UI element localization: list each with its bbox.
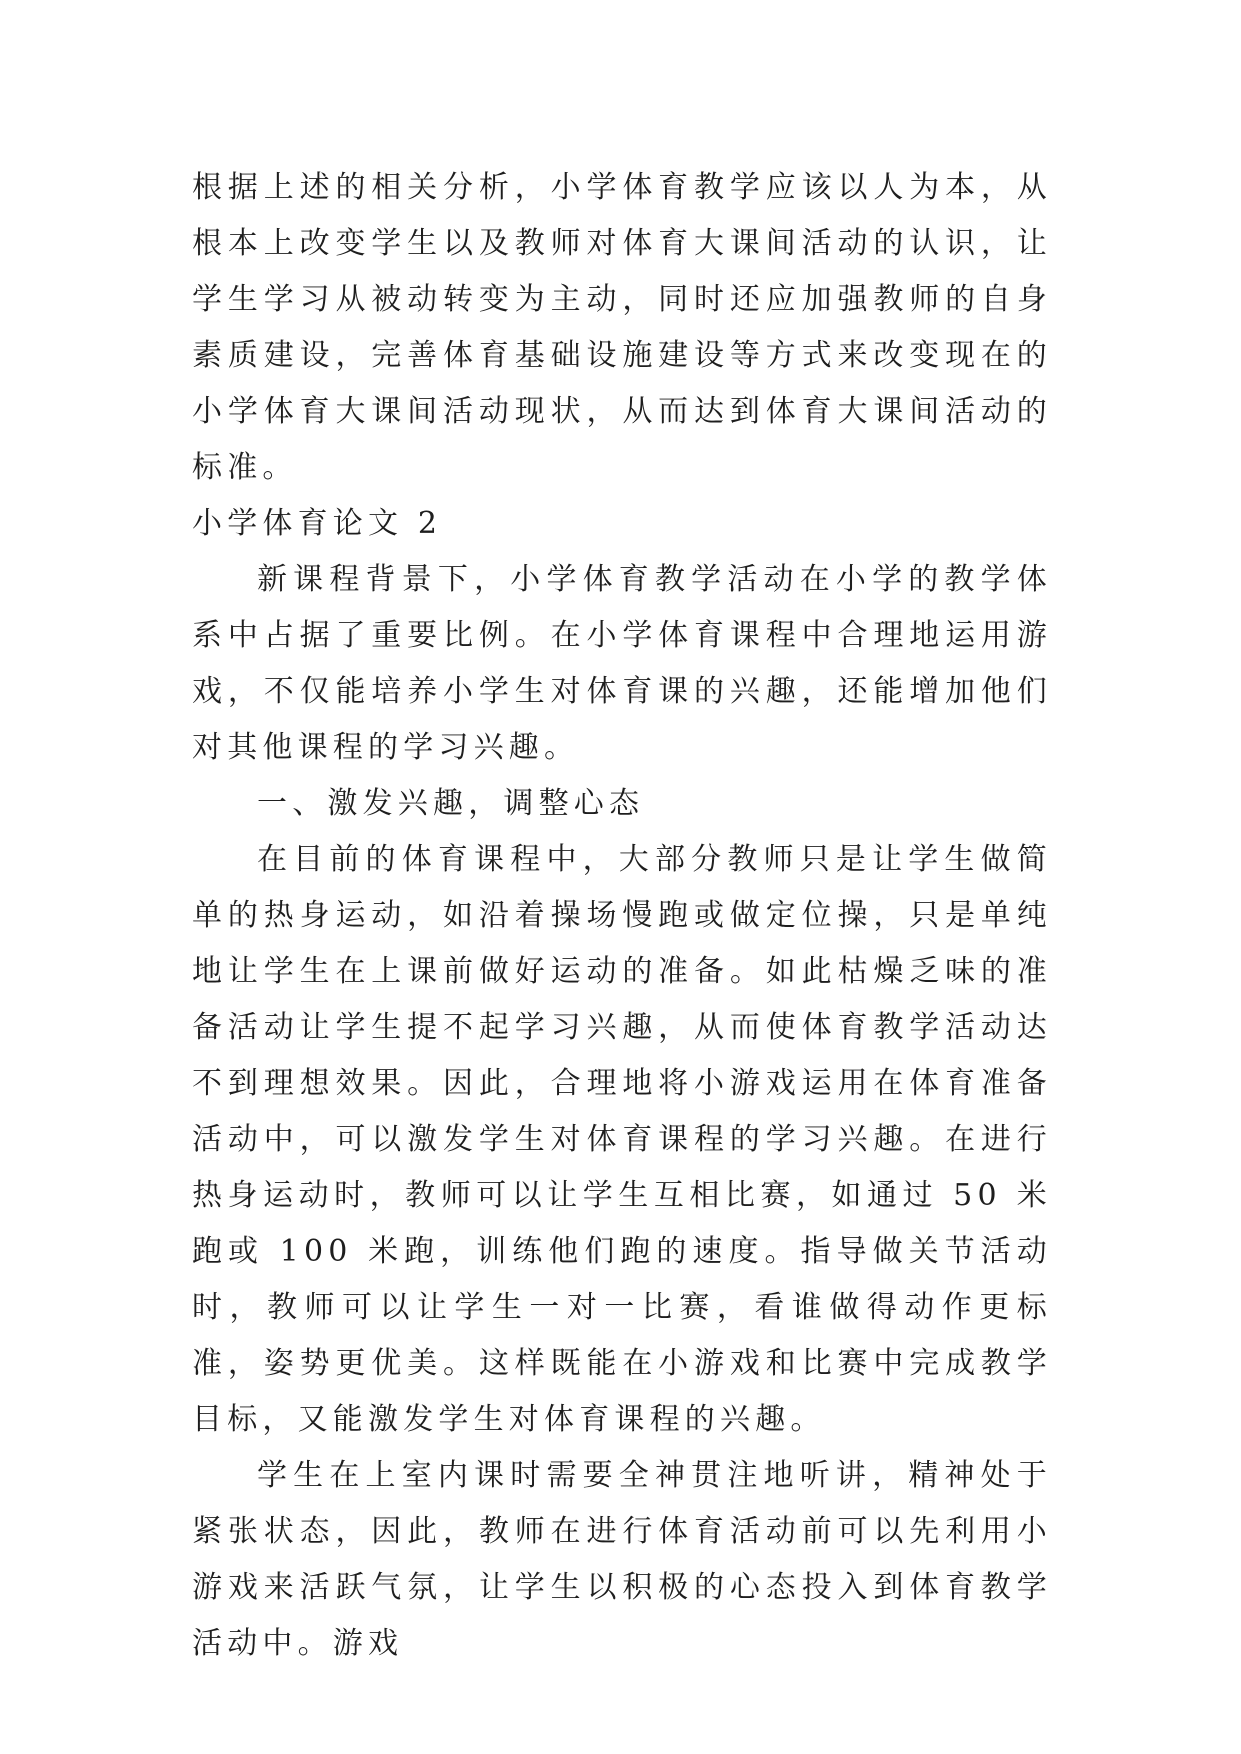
section-heading: 一、激发兴趣，调整心态: [257, 786, 645, 821]
paragraph-intro: 新课程背景下，小学体育教学活动在小学的教学体系中占据了重要比例。在小学体育课程中合理地运用游戏，不仅能培养小学生对体育课的兴趣，还能增加他们对其他课程的学习兴趣。: [192, 562, 1052, 765]
paragraph-warmup: 在目前的体育课程中，大部分教师只是让学生做简单的热身运动，如沿着操场慢跑或做定位操，只是单纯地让学生在上课前做好运动的准备。如此枯燥乏味的准备活动让学生提不起学习兴趣，从而使体育教学活动达不到理想效果。因此，合理地将小游戏运用在体育准备活动中，可以激发学生对体育课程的学习兴趣。在进行热身运动时，教师可以让学生互相比赛，如通过 50 米跑或 100 米跑，训练他们跑的速度。指导做关节活动时，教师可以让学生一对一比赛，看谁做得动作更标准，姿势更优美。这样既能在小游戏和比赛中完成教学目标，又能激发学生对体育课程的兴趣。: [192, 842, 1052, 1437]
paragraph-indoor: 学生在上室内课时需要全神贯注地听讲，精神处于紧张状态，因此，教师在进行体育活动前可以先利用小游戏来活跃气氛，让学生以积极的心态投入到体育教学活动中。游戏: [192, 1458, 1052, 1661]
paragraph-conclusion: 根据上述的相关分析，小学体育教学应该以人为本，从根本上改变学生以及教师对体育大课间活动的认识，让学生学习从被动转变为主动，同时还应加强教师的自身素质建设，完善体育基础设施建设等方式来改变现在的小学体育大课间活动现状，从而达到体育大课间活动的标准。: [192, 170, 1052, 485]
article-title: 小学体育论文 2: [192, 506, 443, 541]
document-body: [192, 160, 1052, 1672]
